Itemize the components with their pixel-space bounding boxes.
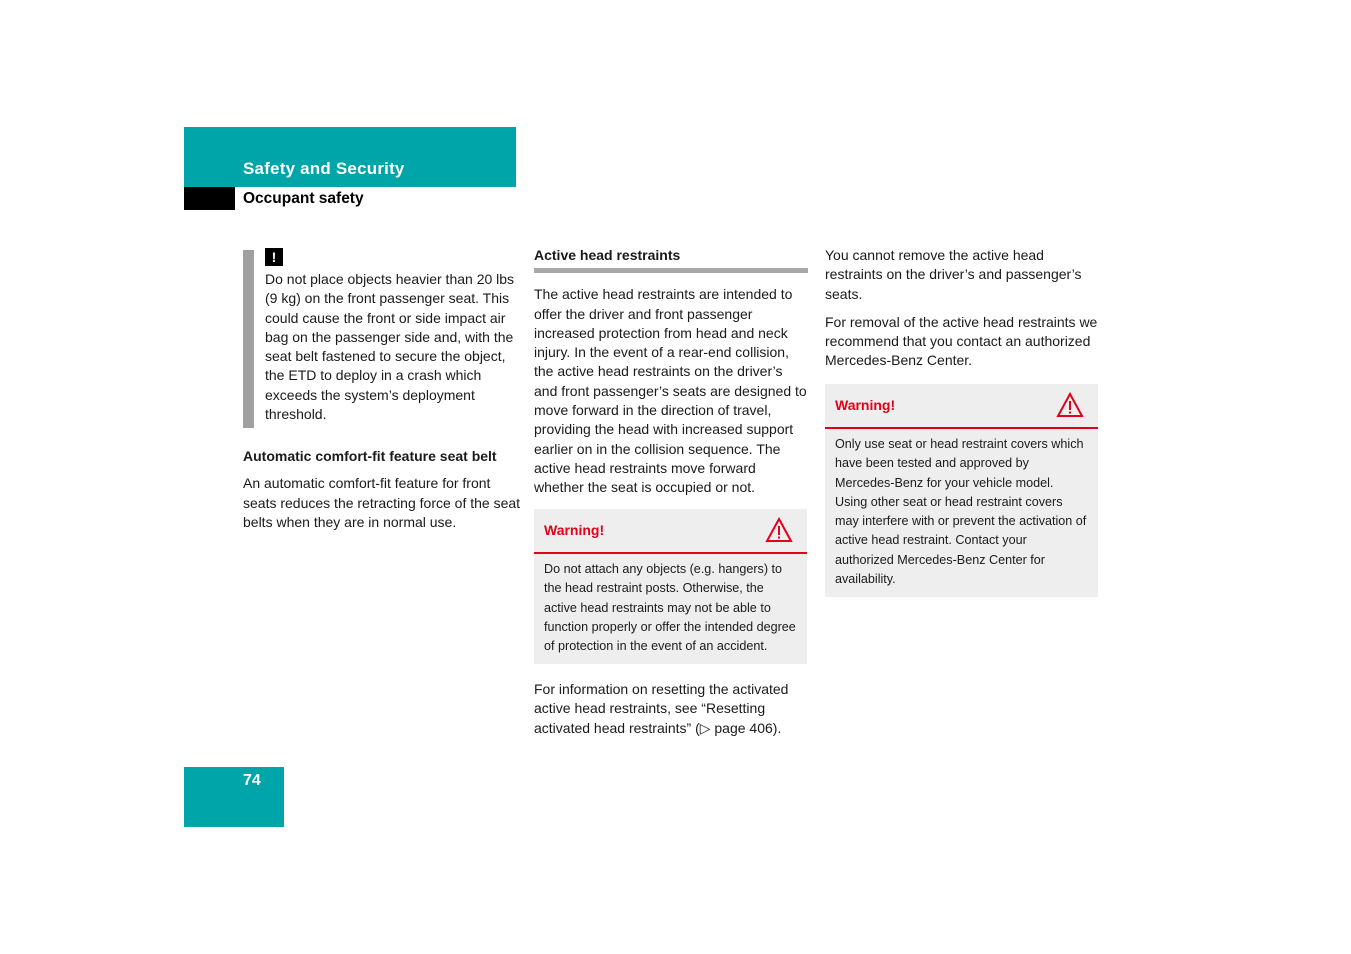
warning-header xyxy=(825,384,1098,429)
removal-text-1: You cannot remove the active head restraints on the driver’s and passenger’s seats. xyxy=(825,247,1082,302)
attention-icon: ! xyxy=(265,248,283,266)
page-number-box xyxy=(184,767,284,827)
note-text: Do not place objects heavier than 20 lbs (9 kg) on the front passenger seat. This could cause the front or side impact air bag on the passenger side and, with the seat belt fastened to secure the object, the ETD to deploy in a crash which exceeds the system’s deployment threshold. xyxy=(265,271,515,423)
warning-triangle-icon xyxy=(1056,392,1084,418)
warning-box-restraints xyxy=(534,509,807,664)
section-title: Safety and Security xyxy=(243,159,405,178)
warning-label: Warning! xyxy=(544,522,605,538)
page-number: 74 xyxy=(243,772,261,789)
comfort-text: An automatic comfort-fit feature for front seats reduces the retracting force of the seat belts when they are in normal use. xyxy=(243,475,521,530)
heading-rule xyxy=(534,268,808,273)
restraints-section xyxy=(534,246,808,498)
warning-text: Only use seat or head restraint covers which have been tested and approved by Mercedes-Benz for your vehicle model. Using other seat or head restraint covers may interfere with or prevent the activation of active head restraint. Contact your authorized Mercedes-Benz Center for availability. xyxy=(835,437,1087,587)
comfort-heading: Automatic comfort-fit feature seat belt xyxy=(243,448,497,464)
restraints-heading: Active head restraints xyxy=(534,247,681,263)
removal-text-2: For removal of the active head restraints we recommend that you contact an authorized Mercedes-Benz Center. xyxy=(825,313,1098,369)
warning-triangle-icon xyxy=(765,517,793,543)
warning-header xyxy=(534,509,807,554)
warning-text: Do not attach any objects (e.g. hangers) to the head restraint posts. Otherwise, the active head restraints may not be able to function properly or offer the intended degree of protection in the event of an accident. xyxy=(544,562,796,654)
subsection-title: Occupant safety xyxy=(243,190,364,207)
comfort-section xyxy=(243,447,523,532)
removal-section xyxy=(825,246,1099,371)
warning-label: Warning! xyxy=(835,397,896,413)
note-sidebar xyxy=(243,250,254,428)
restraints-text: The active head restraints are intended to offer the driver and front passenger increased protection from head and neck injury. In the event of a rear-end collision, the active head restraints on the driver’s and front passenger’s seats are designed to move forward in the direction of travel, providing the head with increased support earlier on in the collision sequence. The active head restraints move forward whether the seat is occupied or not. xyxy=(534,286,807,496)
subheader-marker xyxy=(184,187,235,210)
reset-info xyxy=(534,680,809,738)
reset-text: For information on resetting the activated active head restraints, see “Resetting activated head restraints” (▷ page 406). xyxy=(534,681,789,736)
warning-box-covers xyxy=(825,384,1098,597)
